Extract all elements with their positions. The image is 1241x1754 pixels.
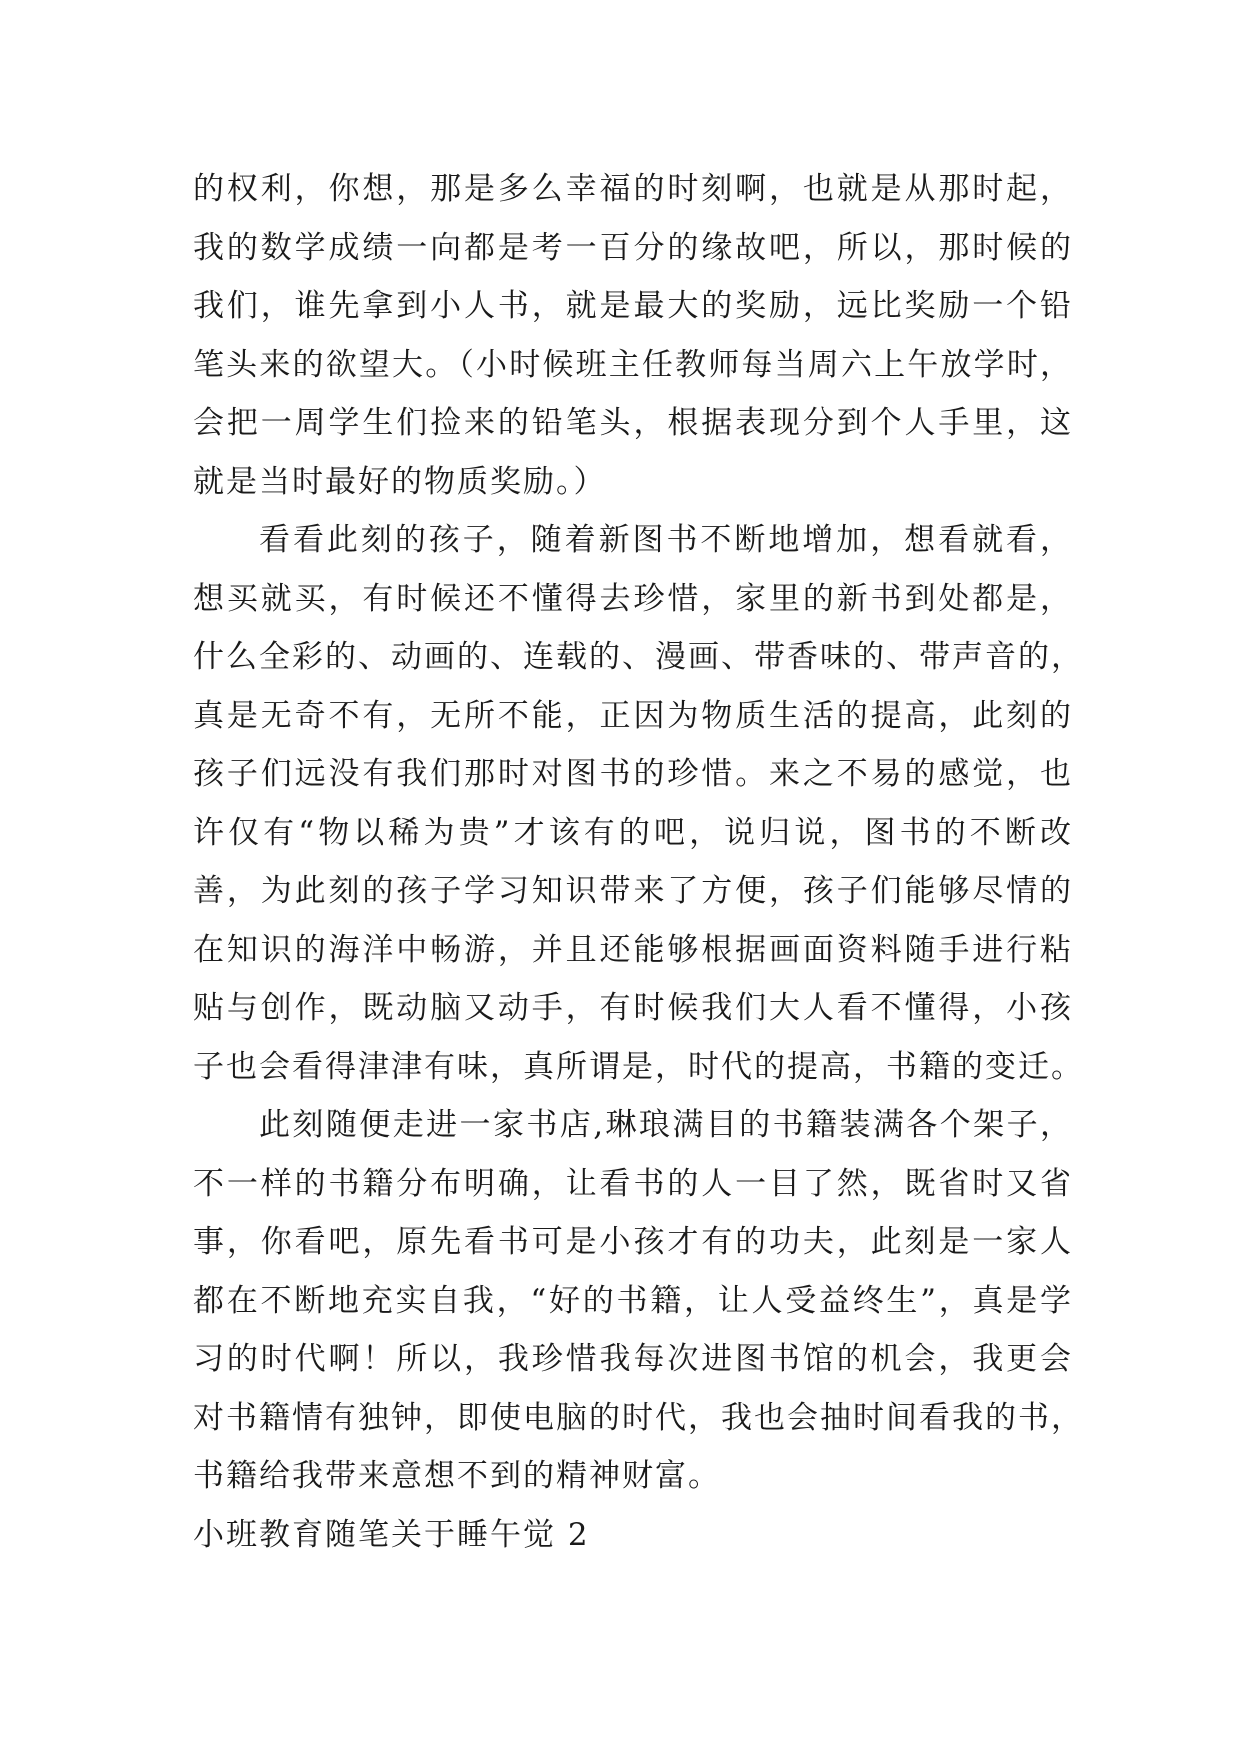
text-line: 我们，谁先拿到小人书，就是最大的奖励，远比奖励一个铅 (193, 288, 1073, 324)
text-line: 真是无奇不有，无所不能，正因为物质生活的提高，此刻的 (193, 697, 1073, 734)
text-line: 此刻随便走进一家书店,琳琅满目的书籍装满各个架子， (259, 1107, 1073, 1143)
text-line: 就是当时最好的物质奖励。） (193, 463, 607, 500)
text-line: 事，你看吧，原先看书可是小孩才有的功夫，此刻是一家人 (193, 1224, 1073, 1260)
text-line: 我的数学成绩一向都是考一百分的缘故吧，所以，那时候的 (193, 229, 1073, 266)
text-line: 想买就买，有时候还不懂得去珍惜，家里的新书到处都是， (193, 580, 1073, 617)
document-body (193, 160, 1084, 1564)
text-line: 在知识的海洋中畅游，并且还能够根据画面资料随手进行粘 (193, 931, 1073, 968)
text-line: 什么全彩的、动画的、连载的、漫画、带香味的、带声音的， (193, 639, 1084, 675)
paragraph-2 (193, 511, 1084, 1096)
section-heading: 小班教育随笔关于睡午觉 2 (193, 1516, 590, 1553)
text-line: 贴与创作，既动脑又动手，有时候我们大人看不懂得，小孩 (193, 990, 1073, 1026)
paragraph-1 (193, 160, 1073, 511)
text-line: 许仅有“物以稀为贵”才该有的吧，说归说，图书的不断改 (193, 814, 1073, 851)
text-line: 对书籍情有独钟，即使电脑的时代，我也会抽时间看我的书， (193, 1399, 1084, 1436)
text-line: 习的时代啊！所以，我珍惜我每次进图书馆的机会，我更会 (193, 1341, 1073, 1377)
text-line: 子也会看得津津有味，真所谓是，时代的提高，书籍的变迁。 (193, 1048, 1084, 1085)
text-line: 的权利，你想，那是多么幸福的时刻啊，也就是从那时起， (193, 171, 1073, 207)
text-line: 看看此刻的孩子，随着新图书不断地增加，想看就看， (259, 522, 1073, 558)
text-line: 会把一周学生们捡来的铅笔头，根据表现分到个人手里，这 (193, 405, 1073, 441)
text-line: 孩子们远没有我们那时对图书的珍惜。来之不易的感觉，也 (193, 756, 1073, 792)
text-line: 善，为此刻的孩子学习知识带来了方便，孩子们能够尽情的 (193, 873, 1073, 909)
text-line: 都在不断地充实自我，“好的书籍，让人受益终生”，真是学 (193, 1282, 1073, 1319)
text-line: 不一样的书籍分布明确，让看书的人一目了然，既省时又省 (193, 1165, 1073, 1202)
text-line: 笔头来的欲望大。（小时候班主任教师每当周六上午放学时， (193, 346, 1073, 383)
paragraph-3 (193, 1096, 1084, 1506)
text-line: 书籍给我带来意想不到的精神财富。 (193, 1458, 721, 1494)
